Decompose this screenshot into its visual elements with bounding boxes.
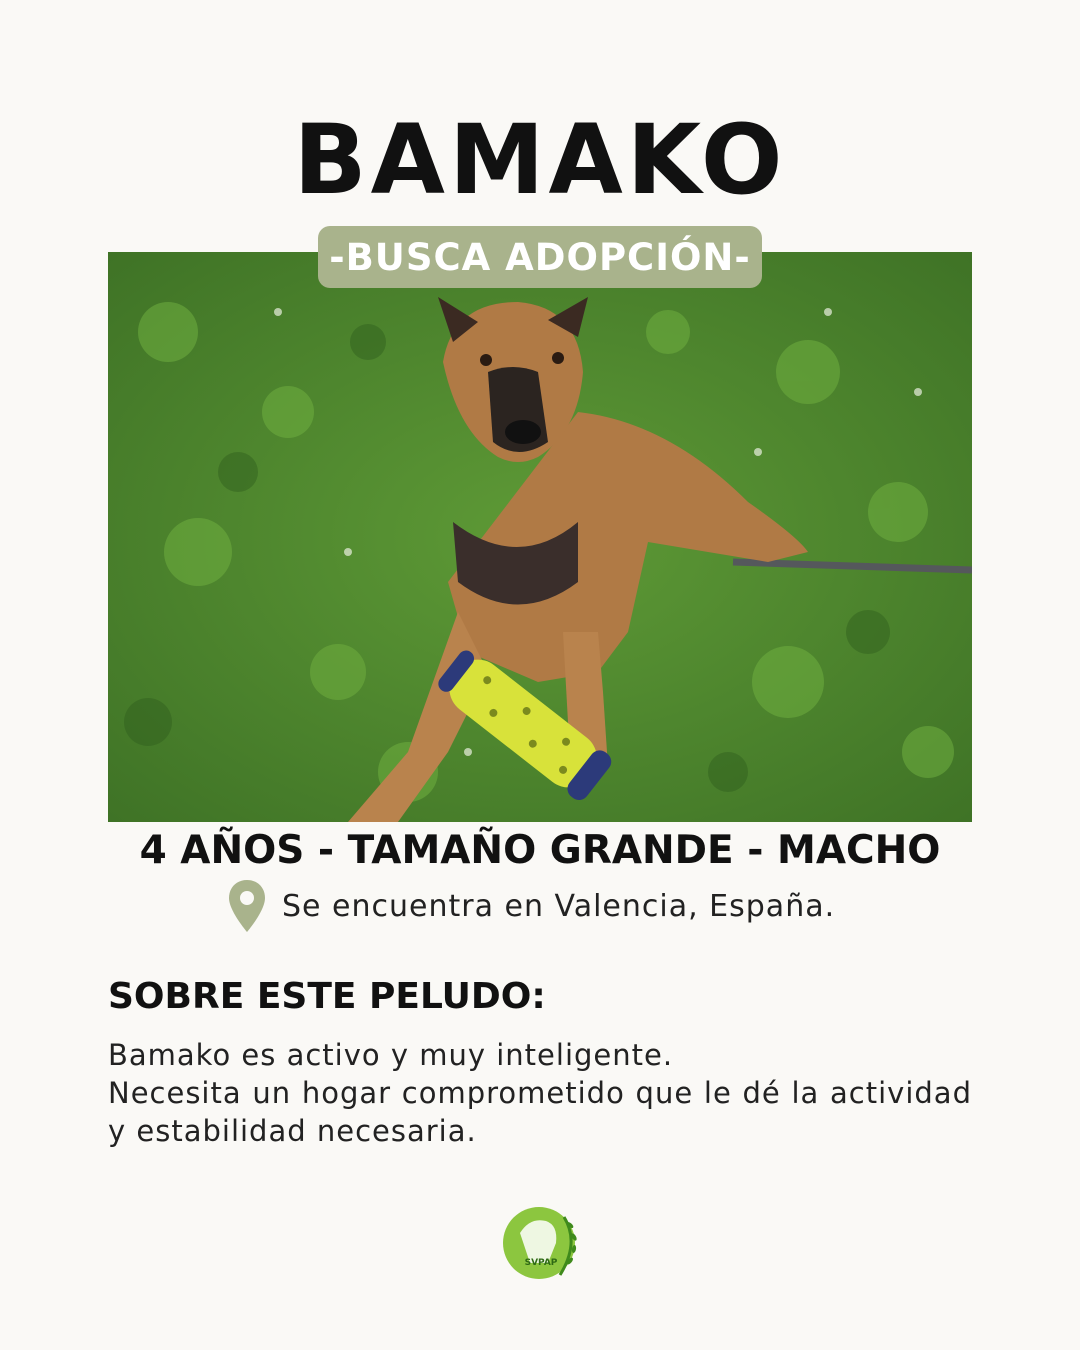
about-line-2: Necesita un hogar comprometido que le dé la actividad y estabilidad necesaria. [108, 1076, 972, 1148]
location-text: Se encuentra en Valencia, España. [282, 888, 836, 924]
pet-facts: 4 AÑOS - TAMAÑO GRANDE - MACHO [139, 828, 941, 873]
dog-photo [108, 252, 972, 822]
about-heading: SOBRE ESTE PELUDO: [108, 976, 546, 1017]
dog-photo-illustration [108, 252, 972, 822]
location-row [226, 876, 835, 936]
about-description [108, 1036, 972, 1150]
adoption-badge: -BUSCA ADOPCIÓN- [318, 226, 762, 288]
pet-name-title: BAMAKO [293, 104, 787, 216]
about-line-1: Bamako es activo y muy inteligente. [108, 1038, 674, 1072]
organization-logo-icon [500, 1203, 582, 1285]
organization-logo-text: SVPAP [524, 1258, 558, 1268]
location-pin-icon [226, 878, 268, 934]
